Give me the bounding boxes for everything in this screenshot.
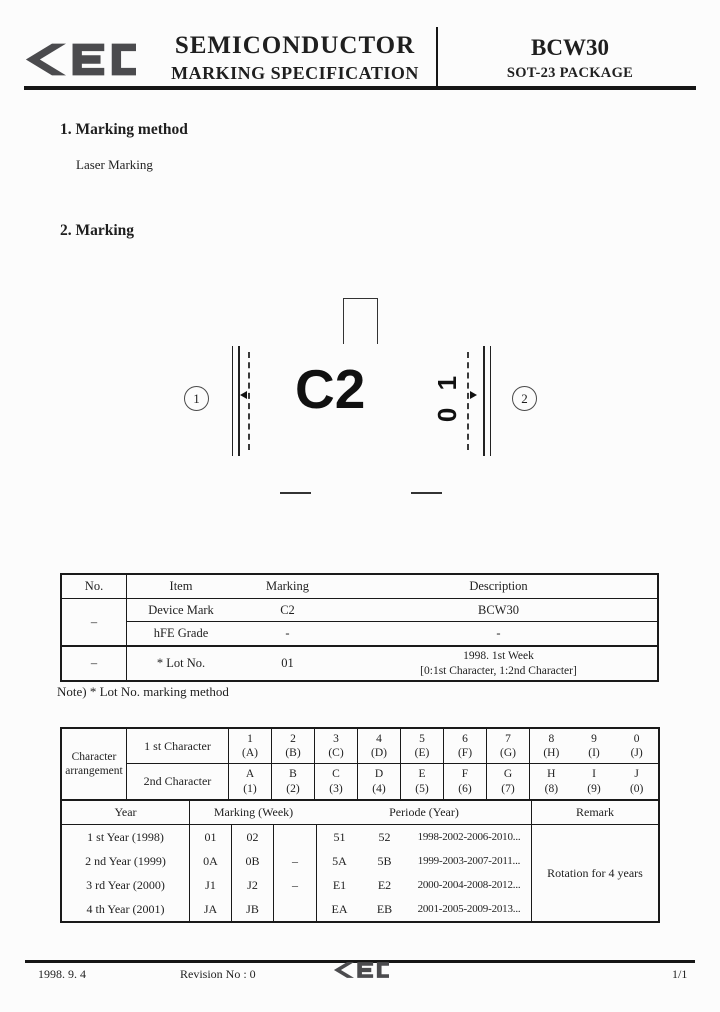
char-sub: (9) [587, 782, 601, 795]
week-cell: 0B [232, 849, 274, 873]
week-cell: E1 [332, 877, 347, 892]
item-cell: hFE Grade [153, 626, 209, 640]
period-cell: 1998-2002-2006-2010... [417, 831, 521, 843]
char-value: D [374, 768, 384, 781]
char-cell [358, 729, 401, 764]
col-header-item: Item [169, 579, 193, 593]
ellipsis-cell [274, 825, 317, 849]
char-value: B [289, 768, 297, 781]
left-arrow-icon [240, 391, 247, 399]
char-sub: (6) [458, 782, 472, 795]
doc-title-line2: MARKING SPECIFICATION [171, 62, 419, 83]
char-cell [615, 767, 658, 796]
char-cell [615, 732, 658, 761]
ellipsis-cell: – [274, 873, 317, 897]
char-cell [487, 729, 530, 764]
table-row [127, 622, 657, 645]
doc-title [150, 32, 440, 84]
char-cell [315, 764, 358, 799]
char-merged-cell [530, 729, 658, 764]
year-table-header [62, 801, 658, 825]
description-cell: BCW30 [478, 602, 519, 617]
char-sub: (3) [329, 782, 343, 795]
year-cell: 2 nd Year (1999) [62, 849, 190, 873]
week-period-cell [317, 849, 532, 873]
left-dashed-centerline [248, 352, 250, 450]
char-sub: (F) [457, 747, 473, 759]
part-block [455, 35, 685, 82]
period-year-header: Periode (Year) [389, 805, 459, 819]
char-value: 6 [462, 732, 468, 745]
character-arrangement-label [62, 729, 127, 799]
lot-description-line2: [0:1st Character, 1:2nd Character] [420, 664, 577, 677]
char-value: I [592, 768, 596, 781]
week-cell: 5B [377, 853, 392, 868]
char-value: J [634, 768, 639, 781]
char-cell [573, 732, 616, 761]
week-period-cell [317, 825, 532, 849]
remark-header: Remark [576, 805, 614, 819]
marking-table-group [62, 599, 657, 645]
footer-revision: Revision No : 0 [180, 967, 256, 981]
year-header: Year [62, 801, 190, 824]
package-tab-outline [343, 298, 378, 344]
lot-note: Note) * Lot No. marking method [57, 684, 229, 699]
week-cell: JB [232, 897, 274, 921]
right-edge-bar [483, 346, 491, 456]
char-sub: (4) [372, 782, 386, 795]
char-cell [573, 767, 616, 796]
char-cell [444, 729, 487, 764]
package-lead-left [280, 492, 311, 494]
char-sub: (5) [415, 782, 429, 795]
char-sub: (A) [242, 747, 258, 759]
char-cell [401, 729, 444, 764]
char-value: 7 [505, 732, 511, 745]
char-value: 3 [333, 732, 339, 745]
left-edge-bar [232, 346, 240, 456]
section-1-body: Laser Marking [76, 157, 153, 172]
char-value: 4 [376, 732, 382, 745]
right-arrow-icon [470, 391, 477, 399]
year-cell: 3 rd Year (2000) [62, 873, 190, 897]
char-sub: (D) [371, 747, 387, 759]
char-sub: (B) [285, 747, 301, 759]
week-cell: 01 [190, 825, 232, 849]
device-mark-text: C2 [295, 358, 366, 420]
char-value: 1 [247, 732, 253, 745]
lot-item-cell: * Lot No. [156, 656, 206, 670]
section-2-title: 2. Marking [60, 222, 135, 239]
second-character-label: 2nd Character [127, 764, 229, 799]
page-number: 1/1 [672, 967, 688, 981]
doc-title-line1: SEMICONDUCTOR [174, 32, 416, 59]
year-section [62, 799, 658, 921]
ellipsis-cell: – [274, 849, 317, 873]
year-cell: 4 th Year (2001) [62, 897, 190, 921]
char-sub: (1) [243, 782, 257, 795]
marking-period-header [190, 801, 532, 824]
lot-description-cell [340, 647, 657, 680]
week-cell: J1 [190, 873, 232, 897]
kec-logo [24, 41, 136, 78]
col-header-no: No. [62, 575, 127, 598]
description-cell: - [496, 626, 501, 640]
marking-cell: C2 [280, 602, 295, 617]
char-value: 0 [633, 732, 640, 745]
week-cell: 52 [378, 829, 391, 844]
col-header-description: Description [469, 579, 528, 593]
char-sub: (H) [543, 747, 560, 759]
header-divider [436, 27, 438, 86]
week-cell: EA [331, 901, 348, 916]
week-cell: JA [190, 897, 232, 921]
char-value: E [418, 768, 426, 781]
lot-no-cell: – [62, 647, 127, 680]
right-dashed-centerline [467, 352, 469, 450]
char-sub: (0) [629, 782, 644, 795]
char-cell [530, 767, 573, 796]
lot-marking-cell: 01 [281, 656, 294, 670]
character-arrangement-section [62, 729, 658, 799]
char-cell [487, 764, 530, 799]
char-value: 2 [290, 732, 296, 745]
week-cell: J2 [232, 873, 274, 897]
footer-date: 1998. 9. 4 [38, 967, 86, 981]
year-cell: 1 st Year (1998) [62, 825, 190, 849]
marking-cell: - [285, 626, 290, 640]
char-value: F [461, 768, 469, 781]
period-cell: 2000-2004-2008-2012... [417, 879, 521, 891]
section-1-title: 1. Marking method [60, 121, 188, 138]
period-cell: 2001-2005-2009-2013... [417, 903, 521, 915]
char-cell [444, 764, 487, 799]
callout-1 [184, 386, 209, 411]
char-cell [401, 764, 444, 799]
char-cell [229, 764, 272, 799]
char-value: 9 [591, 732, 597, 745]
lot-row [62, 645, 657, 680]
table-row [127, 599, 657, 622]
callout-1-number: 1 [193, 390, 200, 406]
week-cell: 5A [332, 853, 347, 868]
marking-table [60, 573, 659, 682]
week-cell: 51 [333, 829, 346, 844]
label-line: Character [71, 750, 117, 763]
char-cell [272, 764, 315, 799]
char-cell [272, 729, 315, 764]
part-number: BCW30 [531, 35, 609, 60]
lot-mark-text: 0 1 [432, 370, 463, 422]
lot-code-table [60, 727, 660, 923]
callout-2-number: 2 [521, 390, 528, 406]
label-line: arrangement [65, 765, 123, 777]
marking-week-header: Marking (Week) [213, 805, 294, 819]
week-cell: EB [376, 901, 393, 916]
first-character-label: 1 st Character [127, 729, 229, 764]
callout-2 [512, 386, 537, 411]
week-period-cell [317, 897, 532, 921]
char-value: 5 [419, 732, 425, 745]
remark-cell: Rotation for 4 years [547, 865, 643, 880]
char-value: C [332, 768, 340, 781]
char-value: A [245, 768, 255, 781]
period-cell: 1999-2003-2007-2011... [417, 855, 521, 867]
week-period-cell [317, 873, 532, 897]
char-sub: (C) [328, 747, 344, 759]
char-sub: (7) [501, 782, 515, 795]
col-header-marking: Marking [265, 579, 310, 593]
week-cell: 02 [232, 825, 274, 849]
lot-mark-rotated [432, 366, 464, 426]
char-sub: (2) [286, 782, 300, 795]
char-value: H [547, 768, 556, 781]
item-cell: Device Mark [148, 602, 214, 617]
package-lead-right [411, 492, 442, 494]
char-cell [315, 729, 358, 764]
marking-table-header [62, 575, 657, 599]
year-table-body [62, 825, 658, 921]
char-sub: (G) [500, 747, 516, 759]
char-sub: (J) [630, 747, 643, 759]
ellipsis-cell [274, 897, 317, 921]
header-rule [24, 86, 696, 90]
char-merged-cell [530, 764, 658, 799]
kec-logo-footer [333, 958, 389, 982]
package-name: SOT-23 PACKAGE [506, 65, 634, 82]
group-no-cell: – [62, 599, 127, 645]
char-sub: (8) [544, 782, 559, 795]
week-cell: E2 [377, 877, 392, 892]
char-value: G [503, 768, 513, 781]
char-sub: (E) [414, 747, 430, 759]
char-sub: (I) [588, 747, 600, 759]
char-cell [530, 732, 573, 761]
char-cell [229, 729, 272, 764]
week-cell: 0A [190, 849, 232, 873]
char-value: 8 [548, 732, 555, 745]
char-cell [358, 764, 401, 799]
lot-description-line1: 1998. 1st Week [463, 649, 534, 662]
